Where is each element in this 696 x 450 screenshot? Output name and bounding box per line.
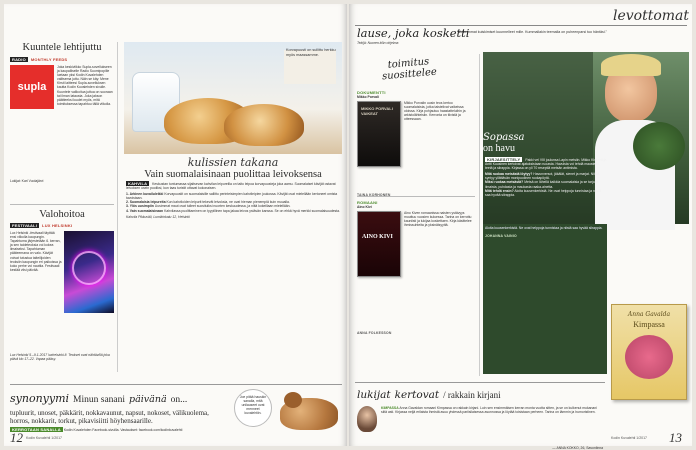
quote-credit: Tekijä: Nuoren kilin ohjelma: [357, 41, 399, 45]
festival-meta: Lux Helsinki 5.–9.1.2017 luxhelsinki.fi. Teokset ovat nähtävillä joka päivä klo 17–22. Vapaa pääsy.: [10, 353, 110, 362]
article-item-1: 1. Arkinen kuvailuleikki Korvapuustit on suomalaisille sallittu perinteisimpien kahvileipien joukossa. Kävijät ovat mielellään kertoneet omista tavoistaan.: [126, 192, 338, 201]
readers-script2: kertovat: [394, 389, 440, 401]
article-headline: Vain suomalaisinaan puolittaa leivoksensa: [144, 169, 322, 180]
radio-label: RADIO: [12, 57, 26, 62]
article-header: [124, 156, 342, 181]
feature-heading: [483, 132, 555, 154]
left-footer: Kodin Kuvalehti 1/2017: [26, 436, 62, 440]
book-1-title: Mikko Porvali: [357, 95, 379, 99]
puppy-photo: [276, 388, 342, 432]
right-page: [349, 4, 692, 450]
recommend-title: toimitus suosittelee: [381, 56, 438, 83]
article-script-title: kulissien takana: [187, 156, 279, 169]
synonyms-bubble: Joe pitää hauskin sanalla, mitä unilauseet ovat menneet kuvalehtiin.: [234, 389, 272, 427]
book-1-cover: MIKKO PORVALI VAIKEAT: [357, 101, 401, 167]
kimpassa-title: Kimpassa: [633, 320, 665, 329]
sidebar-festival: [10, 209, 114, 361]
feature-qa-1: Mitä ruokaa metsästä löytyy? Havunversot, jäkälät, sienet ja marjat. Niistä syntyy yllättävän monipuolinen ruokapöytä.: [485, 172, 600, 181]
festival-title: Valohoitoa: [39, 209, 85, 220]
article-item-3: 3. Ylös uusimpiin Uusimmat maut ovat tulleet suosituiksi nuorten keskuudessa, ja niitä kokeillaan mielellään.: [126, 204, 291, 209]
book-2-cover: AINO KIVI: [357, 211, 401, 277]
synonyms-suffix: on...: [170, 395, 188, 405]
book-2-text: Aino Kiven romaanissa naisten ystävyys muuttuu vuosien kuluessa. Tarina on kerrottu kauniisti ja lukijaa koskettaen. Kirja käsittelee ihmissuhteita ja yksinäisyyttä.: [404, 211, 472, 228]
readers-script: lukijat: [357, 389, 391, 401]
right-page-number: 13: [669, 430, 682, 445]
book-1-text: Mikko Porvalin uusin teos kertoo suomalaisista, jotka taistelivat vaikeissa oloissa. Kirja pohjautuu haastatteluihin ja arkistolähteisiin. Kerronta on tiivistä ja otteessaan.: [404, 101, 466, 122]
sidebar-radio: [10, 42, 114, 183]
synonyms-credit: Kodin Kuvalehden Facebook-sivuilla. Vastaukset: facebook.com/kodinkuvalehti: [63, 428, 183, 432]
synonyms-title: Minun sanani: [73, 395, 126, 405]
synonyms-words: tupluurit, unoset, päkkärit, nokkavaunut, napsut, nokoset, välikuolema, horros, nokkarit, torkut, pikavisiitti höyhensaarille.: [10, 409, 209, 425]
article-item-4: 4. Vain suomalaisinaan Kahvilassa puolittaminen on tyypillinen tapa jakaa leivos ystävän kanssa. Se on ehkä hyvä merkki suomalaisuudesta.: [126, 208, 340, 213]
readers-box: [357, 385, 607, 450]
readers-title: / rakkain kirjani: [443, 390, 501, 400]
radio-badge: MONTHLY FEEDS: [30, 57, 68, 62]
feature-author: JOHANNA VAINIO: [485, 234, 517, 239]
radio-signature: Lukijat: Kari Vuolajärvi: [10, 179, 44, 183]
pastry-caption: Korvapuusti on sullittu herkku myös maassamme.: [286, 48, 336, 57]
festival-label: FESTIVAALI: [12, 223, 38, 228]
feature-label: KIRJAESITTELY: [487, 157, 521, 162]
kimpassa-author: Anna Gavalda: [627, 311, 671, 318]
feature-intro: Pakki vei VIII joulunsa Lapin metsiin. Mikko Kivilahti ja Antti Kuusinen kertoivat ajatuksistaan ruoasta. Havuista voi tehdä mausteita, teetä ja siirappia. Kirjassa on yli 70 reseptiä metsän antimista.: [485, 158, 607, 171]
feature-script: Sopassa: [483, 132, 525, 143]
feature-body: [485, 158, 607, 197]
synonyms-script2: päivänä: [129, 394, 167, 405]
supla-logo: supla: [10, 65, 54, 109]
feature-qa-2: Miksi ruokaa metsästä? Metsä on lähellä kaikkia suomalaisia ja se tarjoaa ilmaista, puhdasta ja maukasta raaka-ainetta.: [485, 180, 599, 189]
reader-avatar: [357, 406, 377, 432]
sidebar-title: Kuuntele lehtijuttu: [22, 42, 102, 53]
quote-box: [357, 26, 677, 45]
pastry-photo: [124, 42, 342, 154]
festival-badge: LUX HELSINKI: [42, 223, 73, 228]
left-page-number: 12: [10, 430, 23, 445]
quote-title: lause, joka kosketti: [357, 26, 470, 40]
synonyms-credit-label: KERROTAAN SANALLA: [12, 427, 61, 432]
readers-text: KIMPASSA Anna Gavaldan romaani Kimpassa on rakkain kirjani. Luin sen ensimmäisen kerran monta vuotta sitten, ja se on kulkenut mukanani siitä asti. Kirjassa neljä erilaista ihmistä asuu yhdessä pariisilaisessa asunnossa ja löytää toisistaan perheen. Tarina on lämmin ja humoristinen.: [381, 406, 597, 415]
quote-text: "Vaikeimmat kuiskimiset kuunnelleet mille. Kummallakin teemalla on puheenparsi tuo häntäsi.": [457, 30, 607, 34]
lux-festival-photo: [64, 231, 114, 313]
article-body: [126, 182, 340, 219]
book-1: [357, 90, 475, 197]
article-author: Kahvila Pikkuväli, Lumikinkatu 12, Helsinki: [126, 214, 190, 219]
article-item-2: 2. Suomalaisia leipureita Kun kahviloiden leipurit tekevät leivoksia, ne ovat hieman pienempiä kuin muualla.: [126, 200, 290, 205]
book-2-label: ROMAANI: [357, 200, 378, 205]
feature-qa-3: Mitä tehdä ensin? Aloita kuusenkerkistä. Ne ovat helppoja tunnistaa ja niistä saa hyvää siirappia.: [485, 188, 601, 197]
kimpassa-cover: [611, 304, 687, 400]
synonyms-box: [10, 389, 230, 432]
festival-body: Lux Helsinki -festivaali täyttää ensi viikolla kaupungin. Tapahtuma järjestetään 6. kerran, ja sen taideteoksia voi kokea ilmaiseksi. Tapahtuman pääteemana on valo. Kävijät voivat tutustua taiteilijoiden teoksiin kaupungin eri paikoissa ja koko perhe voi nauttia. Festivaali kestää viisi päivää.: [10, 231, 62, 272]
book-1-author: TAINA KORHONEN: [357, 193, 391, 198]
feature-title: on havu: [483, 143, 515, 154]
section-header: levottomat: [613, 8, 690, 24]
book-2-author: ANNA FOLKESSON: [357, 331, 392, 336]
radio-body: Joka keskiviikko Supla-sovellukseen ja kaupalliselle Radio Suomipopille luetaan yksi Kodin Kuvalehden valitsema juttu. Näin se käy: Mene Kirsti laitteesi Supla-sovelluksen kautta Kodin Kuvalehden sivulle. Kuuntele valikoitua juttua on suoraan tai ilman latausta. Joka jakson päätteeksi kuulet myös, mitä toimituksessa tapahtuu tällä viikolla.: [57, 65, 113, 106]
left-page: [4, 4, 347, 446]
article-label: KAHVILA: [128, 181, 148, 186]
synonyms-script: synonyymi: [10, 392, 70, 405]
book-2-title: Aino Kivi: [357, 205, 372, 209]
book-2: [357, 200, 475, 335]
article-intro: Keskustan tuntumassa sijaitsevan kahvilan leipureilla on taito leipoa korvapuusteja joka aamu. Suomalaiset kävijät ostavat leivoksen usein puoliksi, kun taas turistit ottavat kokonaisen.: [126, 182, 336, 191]
right-footer: Kodin Kuvalehti 1/2017: [611, 436, 647, 440]
readers-signature: — ANNA KOKKO, 26, Savonlinna: [552, 446, 603, 450]
feature-continued: Aloita kuusenkerkistä. Ne ovat helppoja tunnistaa ja niistä saa hyvää siirappia. JOHANNA VAINIO: [485, 226, 605, 372]
book-1-label: DOKUMENTTI: [357, 90, 386, 95]
